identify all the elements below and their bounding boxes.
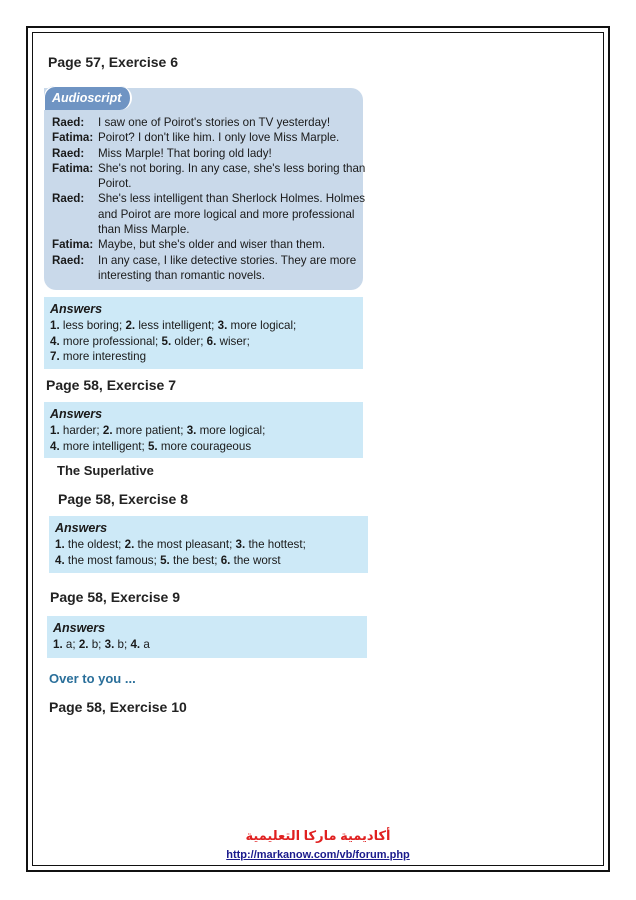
dialogue-line	[52, 161, 368, 192]
exercise-7-heading: Page 58, Exercise 7	[46, 377, 176, 393]
exercise-6-heading: Page 57, Exercise 6	[48, 54, 178, 70]
answer-text: the hottest;	[248, 538, 306, 551]
answer-number: 6.	[220, 553, 231, 567]
answer-number: 3.	[217, 319, 228, 332]
answer-text: more logical;	[199, 424, 266, 437]
audioscript-dialogue	[52, 115, 368, 283]
dialogue-speaker: Fatima:	[52, 131, 94, 145]
answer-number: 4.	[50, 439, 60, 453]
exercise-8-heading: Page 58, Exercise 8	[58, 491, 188, 507]
answer-text: b;	[117, 638, 128, 651]
answer-text: harder;	[62, 424, 100, 437]
answer-text: the best;	[172, 553, 218, 567]
dialogue-line	[52, 115, 368, 130]
dialogue-text: Miss Marple! That boring old lady!	[98, 146, 272, 160]
answer-number: 1.	[50, 424, 60, 437]
answer-text: more interesting	[62, 350, 147, 363]
answer-number: 5.	[147, 439, 158, 453]
answer-text: the worst	[233, 553, 281, 567]
answer-text: more courageous	[160, 439, 252, 453]
answer-text: a	[143, 638, 150, 651]
exercise-6-answers-box	[44, 297, 363, 369]
answers-line	[53, 637, 361, 653]
answers-line	[55, 537, 362, 553]
exercise-7-answers-box	[44, 402, 363, 458]
dialogue-line	[52, 237, 368, 252]
footer-forum-link[interactable]: http://markanow.com/vb/forum.php	[226, 849, 410, 861]
dialogue-text: Maybe, but she's older and wiser than them.	[98, 238, 326, 252]
dialogue-speaker: Raed:	[52, 146, 85, 160]
dialogue-line	[52, 253, 368, 284]
answer-text: more logical;	[230, 319, 297, 332]
dialogue-line	[52, 146, 368, 161]
answer-text: wiser;	[219, 334, 250, 348]
dialogue-speaker: Raed:	[52, 192, 85, 206]
dialogue-text: She's not boring. In any case, she's less boring than Poirot.	[98, 161, 366, 191]
exercise-8-answers-box	[49, 516, 368, 573]
answer-number: 2.	[102, 424, 113, 437]
answer-number: 5.	[160, 553, 170, 567]
answer-number: 4.	[50, 334, 60, 348]
answer-text: the most famous;	[67, 553, 157, 567]
answer-text: the most pleasant;	[137, 538, 233, 551]
answer-text: more intelligent;	[62, 439, 145, 453]
exercise-10-heading: Page 58, Exercise 10	[49, 699, 187, 715]
answers-line	[55, 553, 362, 569]
dialogue-text: In any case, I like detective stories. They are more interesting than romantic novels.	[98, 253, 357, 282]
answer-number: 1.	[53, 638, 63, 651]
answer-number: 6.	[206, 334, 217, 348]
answers-title: Answers	[55, 521, 108, 535]
answer-number: 3.	[186, 424, 197, 437]
answers-line	[50, 423, 357, 439]
answer-number: 3.	[235, 538, 246, 551]
answer-number: 3.	[104, 638, 115, 651]
answer-number: 1.	[50, 319, 60, 332]
answer-text: more professional;	[62, 334, 159, 348]
answer-number: 5.	[161, 334, 172, 348]
answer-text: a;	[65, 638, 76, 651]
superlative-heading: The Superlative	[57, 463, 154, 478]
answer-text: less boring;	[62, 319, 123, 332]
over-to-you-heading: Over to you ...	[49, 671, 136, 686]
exercise-9-answers-box	[47, 616, 367, 658]
answers-title: Answers	[53, 621, 106, 635]
answer-number: 1.	[55, 538, 65, 551]
answer-number: 4.	[55, 553, 65, 567]
answers-title: Answers	[50, 302, 103, 316]
dialogue-speaker: Fatima:	[52, 238, 94, 252]
answer-text: the oldest;	[67, 538, 122, 551]
answer-text: more patient;	[115, 424, 184, 437]
answers-line	[50, 334, 357, 350]
answer-text: less intelligent;	[138, 319, 215, 332]
dialogue-text: I saw one of Poirot's stories on TV yesterday!	[98, 116, 331, 129]
answers-line	[50, 318, 357, 334]
answer-text: older;	[174, 334, 204, 348]
answer-text: b;	[91, 638, 102, 651]
answer-number: 2.	[125, 319, 136, 332]
answers-title: Answers	[50, 407, 103, 421]
dialogue-line	[52, 191, 368, 237]
answer-number: 2.	[124, 538, 135, 551]
audioscript-label: Audioscript	[44, 86, 132, 110]
exercise-9-heading: Page 58, Exercise 9	[50, 589, 180, 605]
answers-line	[50, 439, 357, 455]
dialogue-text: She's less intelligent than Sherlock Holmes. Holmes and Poirot are more logical and more professional than Miss Marple.	[98, 192, 366, 237]
dialogue-speaker: Fatima:	[52, 161, 94, 175]
dialogue-text: Poirot? I don't like him. I only love Miss Marple.	[98, 131, 340, 145]
dialogue-speaker: Raed:	[52, 253, 85, 267]
footer-academy-name: أكاديمية ماركا التعليمية	[245, 828, 391, 843]
answer-number: 4.	[130, 638, 141, 651]
dialogue-speaker: Raed:	[52, 116, 85, 129]
answer-number: 7.	[50, 350, 60, 363]
answer-number: 2.	[78, 638, 89, 651]
dialogue-line	[52, 130, 368, 145]
answers-line	[50, 349, 357, 365]
